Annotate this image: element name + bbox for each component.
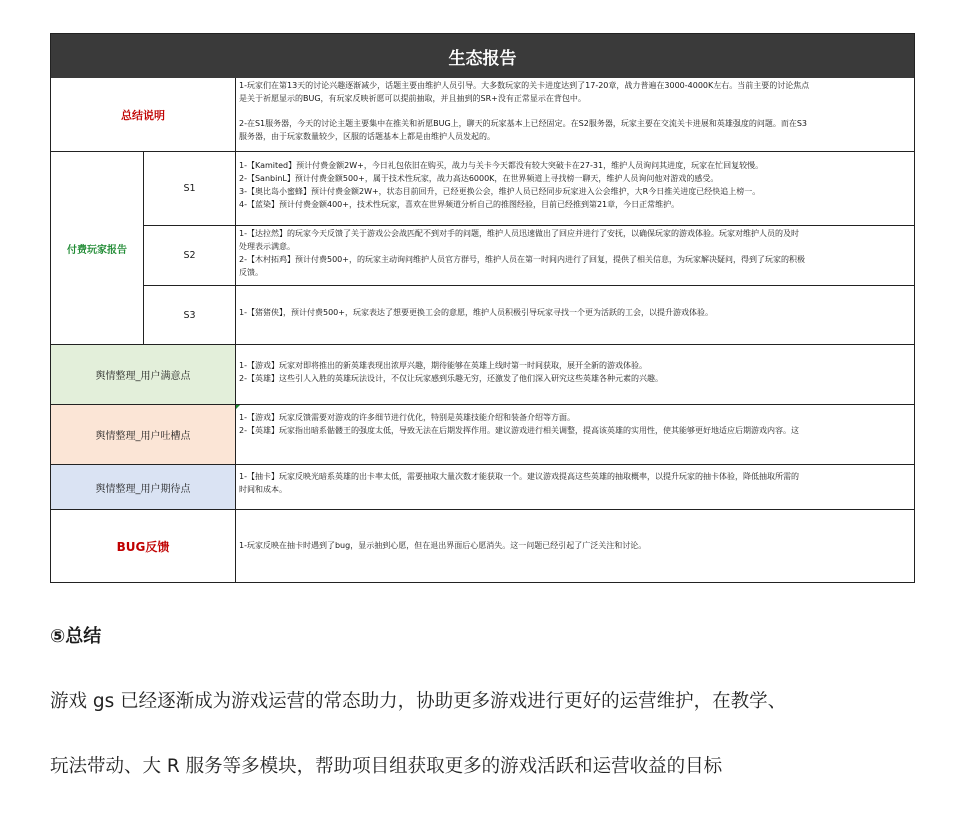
conclusion-paragraph-line: 游戏 gs 已经逐渐成为游戏运营的常态助力，协助更多游戏进行更好的运营维护，在教学、 bbox=[50, 691, 787, 712]
paying-line: 1-【Kamited】预计付费金额2W+，今日礼包依旧在购买，战力与关卡今天都没有较大突破卡在27-31，维护人员询问其进度，玩家在忙回复较慢。 bbox=[239, 161, 764, 170]
complaints-line: 2-【英雄】玩家指出暗系骷髅王的强度太低，导致无法在后期发挥作用。建议游戏进行相关调整，提高该英雄的实用性，使其能够更好地适应后期游戏内容。这 bbox=[239, 426, 799, 435]
server-label-s1: S1 bbox=[144, 152, 236, 226]
conclusion-paragraph-line: 玩法带动、大 R 服务等多模块，帮助项目组获取更多的游戏活跃和运营收益的目标 bbox=[50, 756, 723, 777]
expectations-line: 时间和成本。 bbox=[239, 485, 287, 494]
conclusion-heading: ⑤总结 bbox=[50, 626, 102, 647]
paying-line: 1-【猪猪侠】，预计付费500+，玩家表达了想要更换工会的意愿，维护人员积极引导玩家寻找一个更为活跃的工会，以提升游戏体验。 bbox=[239, 308, 713, 317]
server-label-s2: S2 bbox=[144, 226, 236, 286]
bug-line: 1-玩家反映在抽卡时遇到了bug，显示抽到心愿，但在退出界面后心愿消失。这一问题已经引起了广泛关注和讨论。 bbox=[239, 541, 647, 550]
satisfaction-label: 舆情整理_用户满意点 bbox=[51, 345, 236, 405]
complaints-label: 舆情整理_用户吐槽点 bbox=[51, 405, 236, 465]
complaints-content bbox=[236, 405, 914, 465]
paying-line: 4-【蓝染】预计付费金额400+，技术性玩家，喜欢在世界频道分析自己的推图经验，目前已经推到第21章，今日正常维护。 bbox=[239, 200, 680, 209]
server-s2-content bbox=[236, 226, 914, 286]
bug-label: BUG反馈 bbox=[51, 510, 236, 582]
summary-line: 2-在S1服务器，今天的讨论主题主要集中在推关和祈愿BUG上，聊天的玩家基本上已经固定。在S2服务器，玩家主要在交流关卡进展和英雄强度的问题。而在S3 bbox=[239, 119, 808, 128]
expectations-label: 舆情整理_用户期待点 bbox=[51, 465, 236, 510]
paying-line: 1-【达拉然】的玩家今天反馈了关于游戏公会战匹配不到对手的问题，维护人员迅速做出了回应并进行了安抚，以确保玩家的游戏体验。玩家对维护人员的及时 bbox=[239, 229, 799, 238]
summary-line: 是关于祈愿显示的BUG，有玩家反映祈愿可以提前抽取，并且抽到的SR+没有正常显示在背包中。 bbox=[239, 94, 586, 103]
expectations-content bbox=[236, 465, 914, 510]
ecology-report-table bbox=[50, 33, 915, 583]
complaints-line: 1-【游戏】玩家反馈需要对游戏的许多细节进行优化，特别是英雄技能介绍和装备介绍等方面。 bbox=[239, 413, 575, 422]
summary-content bbox=[236, 78, 914, 152]
comment-marker-icon bbox=[236, 405, 240, 409]
satisfaction-line: 2-【英雄】这些引人入胜的英雄玩法设计，不仅让玩家感到乐趣无穷，还激发了他们深入研究这些英雄各种元素的兴趣。 bbox=[239, 374, 663, 383]
satisfaction-line: 1-【游戏】玩家对即将推出的新英雄表现出浓厚兴趣，期待能够在英雄上线时第一时间获取，展开全新的游戏体验。 bbox=[239, 361, 647, 370]
paying-players-label: 付费玩家报告 bbox=[51, 152, 144, 345]
paying-line: 2-【木村拓鸡】预计付费500+，的玩家主动询问维护人员官方群号，维护人员在第一时间内进行了回复，提供了相关信息，为玩家解决疑问，得到了玩家的积极 bbox=[239, 255, 805, 264]
server-s3-content bbox=[236, 286, 914, 345]
satisfaction-content bbox=[236, 345, 914, 405]
summary-line: 服务器，由于玩家数量较少，区服的话题基本上都是由维护人员发起的。 bbox=[239, 132, 495, 141]
bug-content bbox=[236, 510, 914, 582]
paying-line: 2-【SanbinL】预计付费金额500+，属于技术性玩家，战力高达6000K，在世界频道上寻找榜一聊天，维护人员询问他对游戏的感受。 bbox=[239, 174, 719, 183]
server-label-s3: S3 bbox=[144, 286, 236, 345]
paying-line: 反馈。 bbox=[239, 268, 263, 277]
server-s1-content bbox=[236, 152, 914, 226]
report-title: 生态报告 bbox=[51, 34, 914, 78]
summary-label: 总结说明 bbox=[51, 78, 236, 152]
expectations-line: 1-【抽卡】玩家反映光暗系英雄的出卡率太低，需要抽取大量次数才能获取一个。建议游戏提高这些英雄的抽取概率，以提升玩家的抽卡体验，降低抽取所需的 bbox=[239, 472, 799, 481]
paying-line: 处理表示满意。 bbox=[239, 242, 295, 251]
paying-line: 3-【奥比岛小蜜蜂】预计付费金额2W+，状态目前回升，已经更换公会，维护人员已经同步玩家进入公会维护，大R今日推关进度已经快追上榜一。 bbox=[239, 187, 761, 196]
summary-line: 1-玩家们在第13天的讨论兴趣逐渐减少，话题主要由维护人员引导。大多数玩家的关卡进度达到了17-20章，战力普遍在3000-4000K左右。当前主要的讨论焦点 bbox=[239, 81, 810, 90]
